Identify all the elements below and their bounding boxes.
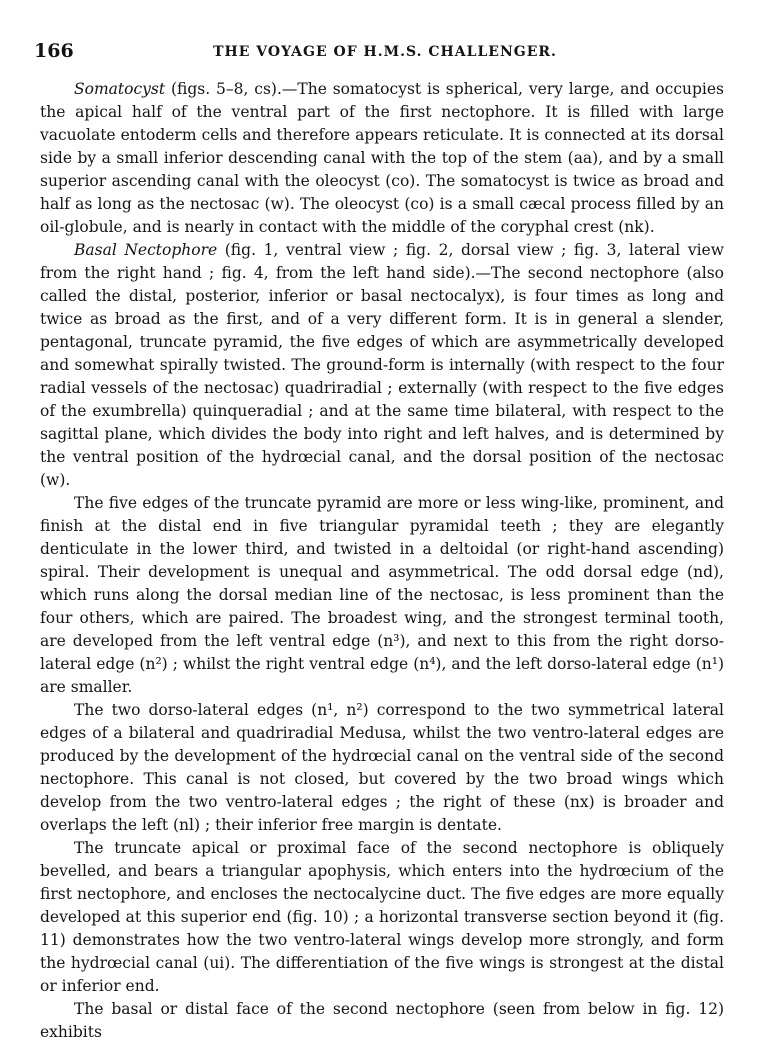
paragraph-five-edges	[40, 492, 724, 699]
page-header	[34, 40, 736, 70]
paragraph-text: (fig. 1, ventral view ; fig. 2, dorsal view ; fig. 3, lateral view from the right hand ; fig. 4, from the left hand side).—The second nectophore (also called the distal, posterior, inferior or basal nectocalyx), is four times as long and twice as broad as the first, and of a very different form. It is in general a slender, pentagonal, truncate pyramid, the five edges of which are asymmetrically developed and somewhat spirally twisted. The ground-form is internally (with respect to the four radial vessels of the nectosac) quadriradial ; externally (with respect to the five edges of the exumbrella) quinqueradial ; and at the same time bilateral, with respect to the sagittal plane, which divides the body into right and left halves, and is determined by the ventral position of the hydrœcial canal, and the dorsal position of the nectosac (w).	[40, 241, 724, 489]
paragraph-somatocyst	[40, 78, 724, 239]
paragraph-text: (figs. 5–8, cs).—The somatocyst is spherical, very large, and occupies the apical half of the ventral part of the first nectophore. It is filled with large vacuolate entoderm cells and therefore appears reticulate. It is connected at its dorsal side by a small inferior descending canal with the top of the stem (aa), and by a small superior ascending canal with the oleocyst (co). The somatocyst is twice as broad and half as long as the nectosac (w). The oleocyst (co) is a small cæcal process filled by an oil-globule, and is nearly in contact with the middle of the coryphal crest (nk).	[40, 80, 724, 236]
paragraph-lead: Somatocyst	[74, 80, 166, 98]
paragraph-apical-face	[40, 837, 724, 998]
paragraph-text: The five edges of the truncate pyramid are more or less wing-like, prominent, and finish at the distal end in five triangular pyramidal teeth ; they are elegantly denticulate in the lower third, and twisted in a deltoidal (or right-hand ascending) spiral. Their development is unequal and asymmetrical. The odd dorsal edge (nd), which runs along the dorsal median line of the nectosac, is less prominent than the four others, which are paired. The broadest wing, and the strongest terminal tooth, are developed from the left ventral edge (n³), and next to this from the right dorso-lateral edge (n²) ; whilst the right ventral edge (n⁴), and the left dorso-lateral edge (n¹) are smaller.	[40, 494, 724, 696]
paragraph-basal-face	[40, 998, 724, 1044]
body-text	[40, 78, 724, 1044]
paragraph-basal-nectophore	[40, 239, 724, 492]
page-number: 166	[34, 40, 74, 62]
paragraph-text: The truncate apical or proximal face of the second nectophore is obliquely bevelled, and bears a triangular apophysis, which enters into the hydrœcium of the first nectophore, and encloses the nectocalycine duct. The five edges are more equally developed at this superior end (fig. 10) ; a horizontal transverse section beyond it (fig. 11) demonstrates how the two ventro-lateral wings develop more strongly, and form the hydrœcial canal (ui). The differentiation of the five wings is strongest at the distal or inferior end.	[40, 839, 724, 995]
paragraph-text: The basal or distal face of the second nectophore (seen from below in fig. 12) exhibits	[40, 1000, 724, 1041]
paragraph-lead: Basal Nectophore	[74, 241, 218, 259]
paragraph-text: The two dorso-lateral edges (n¹, n²) correspond to the two symmetrical lateral edges of a bilateral and quadriradial Medusa, whilst the two ventro-lateral edges are produced by the development of the hydrœcial canal on the ventral side of the second nectophore. This canal is not closed, but covered by the two broad wings which develop from the two ventro-lateral edges ; the right of these (nx) is broader and overlaps the left (nl) ; their inferior free margin is dentate.	[40, 701, 724, 834]
running-title: THE VOYAGE OF H.M.S. CHALLENGER.	[213, 44, 557, 60]
paragraph-dorso-lateral-edges	[40, 699, 724, 837]
